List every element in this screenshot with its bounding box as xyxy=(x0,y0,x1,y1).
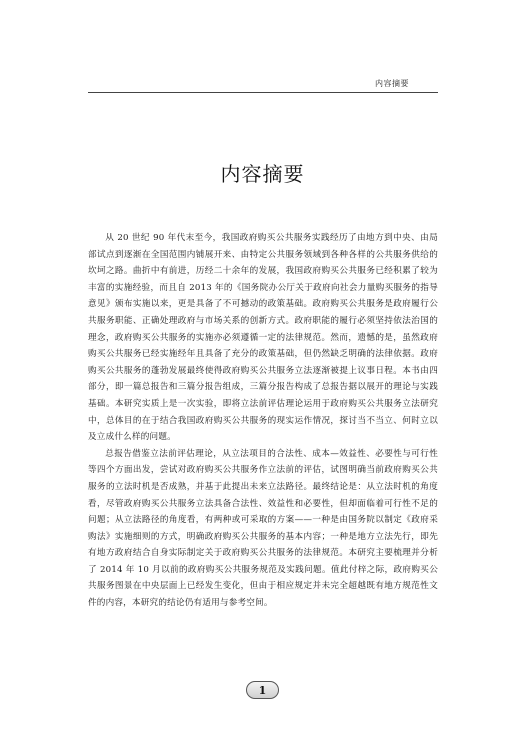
running-header: 内容摘要 xyxy=(375,79,409,88)
page-number: 1 xyxy=(258,683,267,697)
header-rule xyxy=(88,92,438,93)
paragraph: 从 20 世纪 90 年代末至今，我国政府购买公共服务实践经历了由地方到中央、由局部试点到逐渐在全国范围内铺展开来、由特定公共服务领域到各种各样的公共服务供给的坎坷之路。曲折中有前进，历经二十余年的发展，我国政府购买公共服务已经积累了较为丰富的实施经验，而且自 2013 年的《国务院办公厅关于政府向社会力量购买服务的指导意见》颁布实施以来，更是具备了不可撼动的政策基础。政府购买公共服务是政府履行公共服务职能、正确处理政府与市场关系的创新方式。政府职能的履行必须坚持依法治国的理念，政府购买公共服务的实施亦必须遵循一定的法律规范。然而，遗憾的是，虽然政府购买公共服务已经实施经年且具备了充分的政策基础，但仍然缺乏明确的法律依据。政府购买公共服务的蓬勃发展最终使得政府购买公共服务立法逐渐被提上议事日程。本书由四部分，即一篇总报告和三篇分报告组成，三篇分报告构成了总报告据以展开的理论与实践基础。本研究实质上是一次实验，即将立法前评估理论运用于政府购买公共服务立法研究中，总体目的在于结合我国政府购买公共服务的现实运作情况，探讨当不当立、何时立以及立成什么样的问题。 xyxy=(88,233,438,443)
body-text xyxy=(88,230,438,612)
page-title: 内容摘要 xyxy=(220,162,305,186)
paragraph: 总报告借鉴立法前评估理论，从立法项目的合法性、成本—效益性、必要性与可行性等四个方面出发，尝试对政府购买公共服务作立法前的评估，试图明确当前政府购买公共服务的立法时机是否成熟，并基于此提出未来立法路径。最终结论是：从立法时机的角度看，尽管政府购买公共服务立法具备合法性、效益性和必要性，但却面临着可行性不足的问题；从立法路径的角度看，有两种或可采取的方案——一种是由国务院以制定《政府采购法》实施细则的方式，明确政府购买公共服务的基本内容；一种是地方立法先行，即先有地方政府结合自身实际制定关于政府购买公共服务的法律规范。本研究主要梳理并分析了 2014 年 10 月以前的政府购买公共服务规范及实践问题。值此付梓之际，政府购买公共服务图景在中央层面上已经发生变化，但由于相应规定并未完全超越既有地方规范性文件的内容，本研究的结论仍有适用与参考空间。 xyxy=(88,448,438,609)
page-number-badge xyxy=(246,681,279,699)
